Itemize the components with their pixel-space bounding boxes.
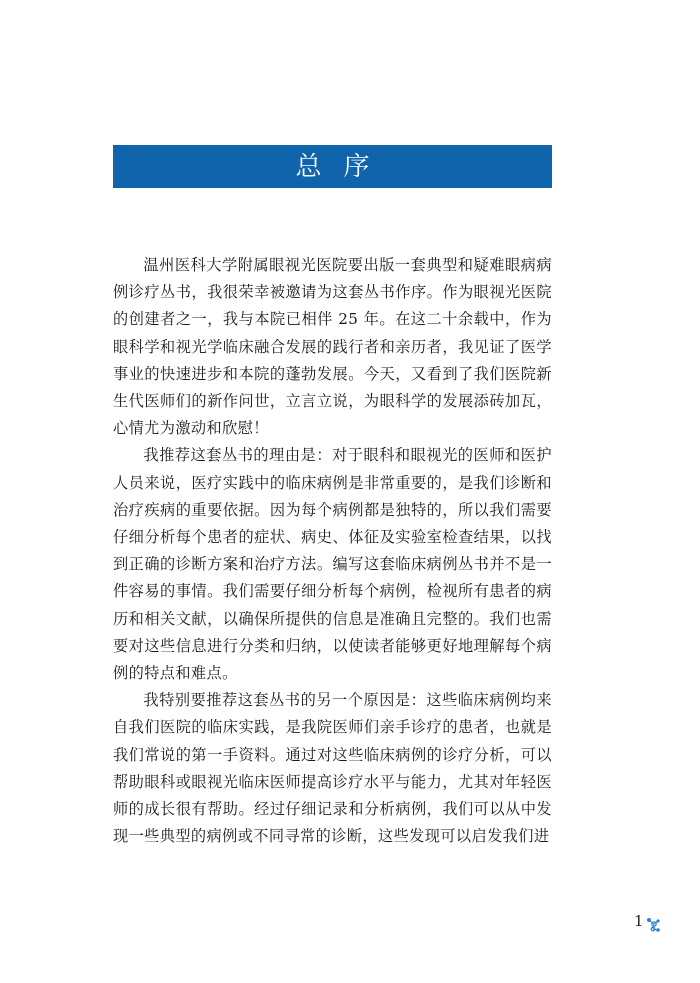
paragraph: 我推荐这套丛书的理由是：对于眼科和眼视光的医师和医护人员来说，医疗实践中的临床病例是非常重要的，是我们诊断和治疗疾病的重要依据。因为每个病例都是独特的，所以我们需要仔细分析每个患者的症状、病史、体征及实验室检查结果，以找到正确的诊断方案和治疗方法。编写这套临床病例丛书并不是一件容易的事情。我们需要仔细分析每个病例，检视所有患者的病历和相关文献，以确保所提供的信息是准确且完整的。我们也需要对这些信息进行分类和归纳，以使读者能够更好地理解每个病例的特点和难点。: [113, 446, 552, 683]
page-number: 1: [634, 912, 644, 930]
page-title: 总序: [295, 151, 392, 182]
preface-body: [113, 252, 552, 850]
paragraph: 温州医科大学附属眼视光医院要出版一套典型和疑难眼病病例诊疗丛书，我很荣幸被邀请为这套丛书作序。作为眼视光医院的创建者之一，我与本院已相伴 25 年。在这二十余载中，作为眼科学和视光学临床融合发展的践行者和亲历者，我见证了医学事业的快速进步和本院的蓬勃发展。今天，又看到了我们医院新生代医师们的新作问世，立言立说，为眼科学的发展添砖加瓦，心情尤为激动和欣慰！: [113, 256, 552, 438]
paragraph: 我特别要推荐这套丛书的另一个原因是：这些临床病例均来自我们医院的临床实践，是我院医师们亲手诊疗的患者，也就是我们常说的第一手资料。通过对这些临床病例的诊疗分析，可以帮助眼科或眼视光临床医师提高诊疗水平与能力，尤其对年轻医师的成长很有帮助。经过仔细记录和分析病例，我们可以从中发现一些典型的病例或不同寻常的诊断，这些发现可以启发我们进: [113, 691, 552, 846]
title-banner: [113, 145, 552, 188]
molecule-ornament-icon: [644, 914, 662, 934]
